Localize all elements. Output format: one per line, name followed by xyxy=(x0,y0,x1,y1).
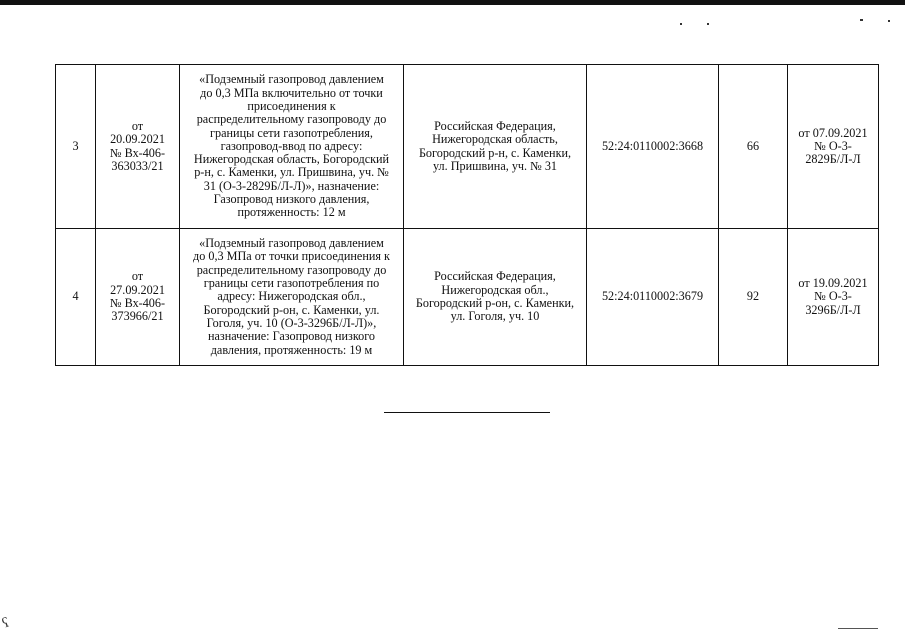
cadastral-number: 52:24:0110002:3668 xyxy=(587,65,719,229)
object-address: Российская Федерация, Нижегородская обл., Богородский р-он, с. Каменки, ул. Гоголя, уч. 10 xyxy=(404,229,587,366)
cadastral-number: 52:24:0110002:3679 xyxy=(587,229,719,366)
bottom-edge-mark xyxy=(838,628,878,629)
end-divider-line xyxy=(384,412,550,413)
scan-speck xyxy=(680,23,682,25)
object-description: «Подземный газопровод давлением до 0,3 МПа от точки присоединения к распределительному газопроводу до границы сети газопотребления по адресу: Нижегородская обл., Богородский р-он, с. Каменки, ул. Гоголя, уч. 10 (О-3-3296Б/Л-Л)», назначение: Газопровод низкого давления, протяженность: 19 м xyxy=(180,229,404,366)
area-value: 66 xyxy=(719,65,788,229)
permit-reference: от 19.09.2021 № О-3- 3296Б/Л-Л xyxy=(788,229,879,366)
row-number: 4 xyxy=(56,229,96,366)
object-address: Российская Федерация, Нижегородская область, Богородский р-н, с. Каменки, ул. Пришвина, уч. № 31 xyxy=(404,65,587,229)
corner-scan-mark: ʕ xyxy=(0,615,12,632)
table-row xyxy=(56,65,879,229)
scan-speck xyxy=(888,20,890,22)
scan-speck xyxy=(860,19,863,21)
object-description: «Подземный газопровод давлением до 0,3 МПа включительно от точки присоединения к распределительному газопроводу до границы сети газопотребления, газопровод-ввод по адресу: Нижегородская область, Богородский р-н, с. Каменки, ул. Пришвина, уч. № 31 (О-3-2829Б/Л-Л)», назначение: Газопровод низкого давления, протяженность: 12 м xyxy=(180,65,404,229)
request-reference: от 27.09.2021 № Вх-406- 373966/21 xyxy=(96,229,180,366)
area-value: 92 xyxy=(719,229,788,366)
scan-top-edge xyxy=(0,0,905,5)
request-reference: от 20.09.2021 № Вх-406- 363033/21 xyxy=(96,65,180,229)
permit-reference: от 07.09.2021 № О-3- 2829Б/Л-Л xyxy=(788,65,879,229)
row-number: 3 xyxy=(56,65,96,229)
scan-speck xyxy=(707,23,709,25)
register-table xyxy=(55,64,879,366)
table-row xyxy=(56,229,879,366)
